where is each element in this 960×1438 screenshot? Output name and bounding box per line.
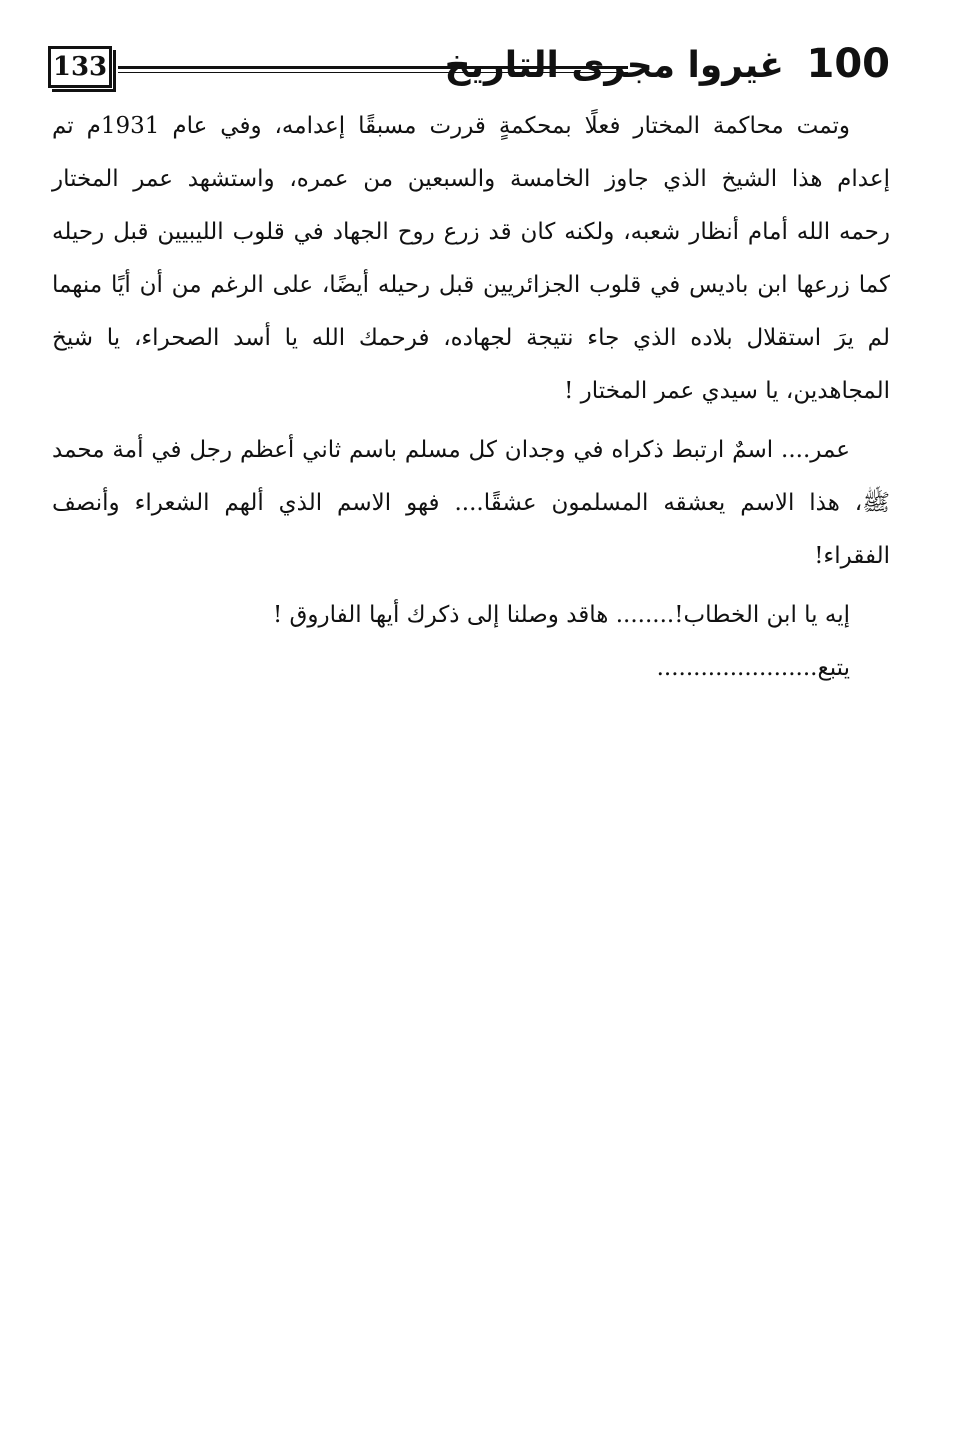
text-line: المجاهدين، يا سيدي عمر المختار ! xyxy=(564,378,890,404)
text-line: عمر.... اسمٌ ارتبط ذكراه في وجدان كل مسلم باسم ثاني أعظم رجل في أمة محمد xyxy=(52,437,850,463)
text-line: رحمه الله أمام أنظار شعبه، ولكنه كان قد زرع روح الجهاد في قلوب الليبيين قبل رحيله xyxy=(52,219,890,245)
text-line: الفقراء! xyxy=(814,543,890,569)
text-line: إعدام هذا الشيخ الذي جاوز الخامسة والسبعين من عمره، واستشهد عمر المختار xyxy=(52,166,890,192)
paragraph xyxy=(52,589,890,642)
paragraph xyxy=(52,424,890,583)
to-be-continued: يتبع...................... xyxy=(656,655,850,681)
book-title xyxy=(445,38,890,92)
text-line: ﷺ، هذا الاسم يعشقه المسلمون عشقًا.... فهو الاسم الذي ألهم الشعراء وأنصف xyxy=(52,490,890,516)
page-body xyxy=(52,100,890,695)
text-line: لم يرَ استقلال بلاده الذي جاء نتيجة لجهاده، فرحمك الله يا أسد الصحراء، يا شيخ xyxy=(52,325,890,351)
book-title-text: غيروا مجرى التاريخ xyxy=(444,45,784,86)
text-line: إيه يا ابن الخطاب!........ هاقد وصلنا إلى ذكرك أيها الفاروق ! xyxy=(273,602,850,628)
page-number: 133 xyxy=(48,46,112,88)
text-line: وتمت محاكمة المختار فعلًا بمحكمةٍ قررت مسبقًا إعدامه، وفي عام 1931م تم xyxy=(52,113,850,139)
book-title-number: 100 xyxy=(806,41,890,87)
text-line: كما زرعها ابن باديس في قلوب الجزائريين قبل رحيله أيضًا، على الرغم من أن أيًا منهما xyxy=(52,272,890,298)
paragraph xyxy=(52,100,890,418)
page-header xyxy=(48,38,890,94)
paragraph xyxy=(52,642,890,695)
